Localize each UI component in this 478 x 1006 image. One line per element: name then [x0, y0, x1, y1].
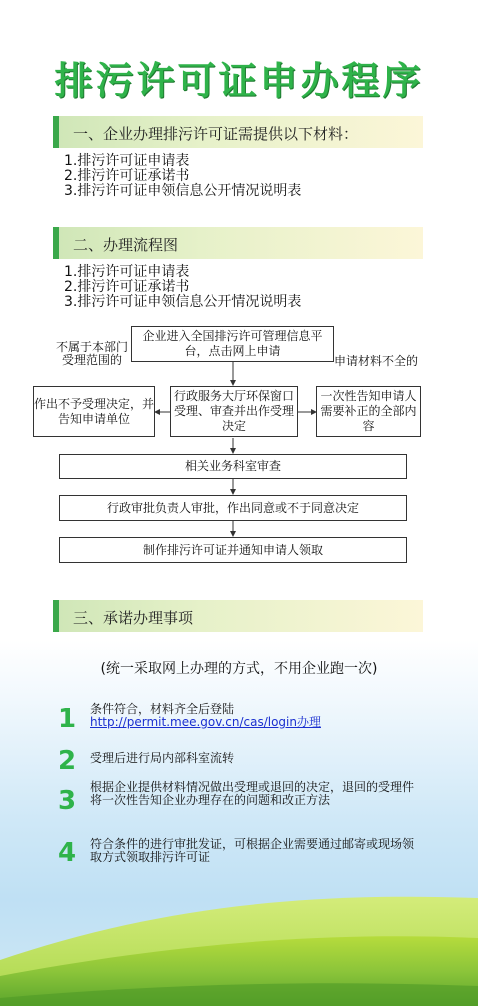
section-header-commitment: [53, 600, 423, 632]
flow-review-box: 相关业务科室审查: [59, 454, 407, 479]
list-item: 3.排污许可证申领信息公开情况说明表: [64, 183, 302, 199]
commitment-note: (统一采取网上办理的方式，不用企业跑一次): [100, 661, 378, 677]
step-number: 3: [58, 786, 77, 816]
list-item: 2.排污许可证承诺书: [64, 168, 190, 184]
flow-supplement-box: 一次性告知申请人需要补正的全部内容: [316, 386, 421, 437]
list-item: 1.排污许可证申请表: [64, 153, 190, 169]
step-number: 1: [58, 704, 77, 734]
list-item: 2.排污许可证承诺书: [64, 279, 190, 295]
section-heading: 一、企业办理排污许可证需提供以下材料：: [73, 125, 359, 143]
section-accent-bar: [53, 600, 59, 632]
section-heading: 三、承诺办理事项: [73, 609, 194, 627]
green-hill-background: [0, 880, 478, 1006]
commitment-item-text: 符合条件的进行审批发证，可根据企业需要通过邮寄或现场领取方式领取排污许可证: [90, 837, 415, 864]
list-item: 3.排污许可证申领信息公开情况说明表: [64, 294, 302, 310]
flow-approval-box: 行政审批负责人审批，作出同意或不于同意决定: [59, 495, 407, 521]
commitment-item: [90, 703, 420, 729]
flow-issue-box: 制作排污许可证并通知申请人领取: [59, 537, 407, 563]
permit-login-link[interactable]: http://permit.mee.gov.cn/cas/login办理: [90, 715, 321, 729]
step-number: 4: [58, 838, 77, 868]
page-title: 排污许可证申办程序: [54, 59, 424, 103]
flow-left-note: 不属于本部门受理范围的: [55, 340, 128, 367]
commitment-item-text: 根据企业提供材料情况做出受理或退回的决定，退回的受理件将一次性告知企业办理存在的问题和改正方法: [90, 780, 415, 807]
flow-reject-box: 作出不予受理决定，并告知申请单位: [33, 386, 155, 437]
step-number: 2: [58, 746, 77, 776]
commitment-item-text: 受理后进行局内部科室流转: [90, 751, 235, 765]
list-item: 1.排污许可证申请表: [64, 264, 190, 280]
flow-accept-box: 行政服务大厅环保窗口受理、审查并出作受理决定: [170, 386, 298, 437]
section-heading: 二、办理流程图: [73, 236, 179, 254]
flow-start-box: 企业进入全国排污许可管理信息平台，点击网上申请: [131, 326, 334, 362]
commitment-item-text: 条件符合，材料齐全后登陆: [90, 702, 235, 716]
flow-right-note: 申请材料不全的: [334, 354, 419, 368]
